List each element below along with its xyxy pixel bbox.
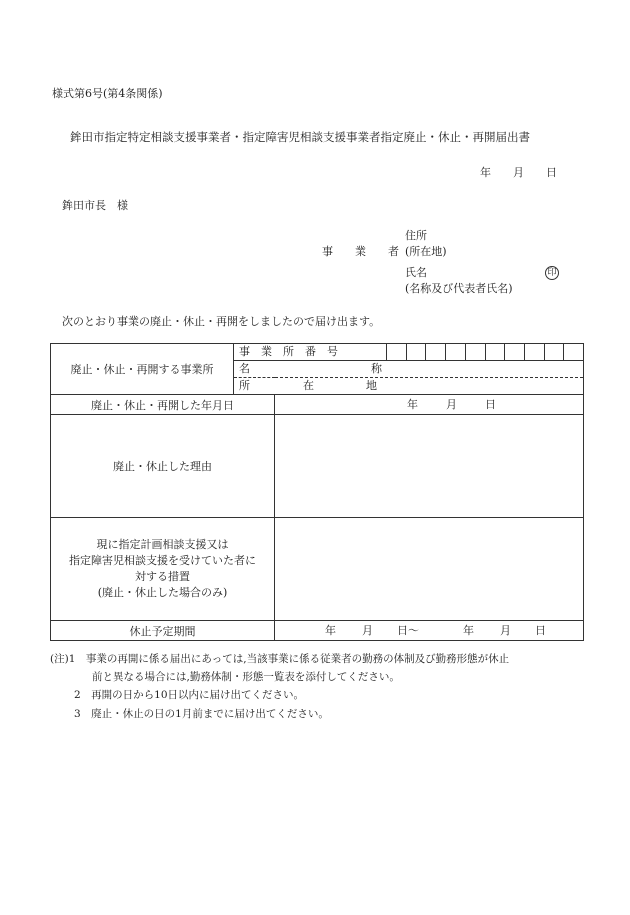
office-number-label: 事 業 所 番 号 [239,345,338,358]
period-end-month: 月 [500,623,511,637]
intro-text: 次のとおり事業の廃止・休止・再開をしましたので届け出ます。 [62,315,381,328]
digit-box[interactable] [386,344,406,360]
office-label: 廃止・休止・再開する事業所 [70,363,214,376]
office-address-label-b: 在 [303,379,314,392]
office-name-cell[interactable] [234,361,584,378]
digit-box[interactable] [524,344,544,360]
date-month: 月 [513,166,524,179]
period-value-cell[interactable] [275,621,584,641]
note-1-line-1: (注)1 事業の再開に係る届出にあっては,当該事業に係る従業者の勤務の体制及び勤務形態が休止 [50,653,510,665]
measures-line-2: 指定障害児相談支援を受けていた者に [69,554,256,567]
date-line [480,167,557,178]
period-start-year: 年 [325,623,336,637]
office-label-cell [51,344,234,395]
office-number-boxes[interactable] [386,344,583,360]
form-title: 鉾田市指定特定相談支援事業者・指定障害児相談支援事業者指定廃止・休止・再開届出書 [70,130,530,144]
digit-box[interactable] [425,344,445,360]
reason-value-cell[interactable] [275,415,584,518]
date-day: 日 [546,166,557,179]
measures-value-cell[interactable] [275,518,584,621]
reason-label: 廃止・休止した理由 [113,460,212,473]
period-end-day: 日 [535,623,546,637]
date-value-cell[interactable] [275,395,584,415]
office-name-label-a: 名 [239,362,250,375]
note-2: 2 再開の日から10日以内に届け出てください。 [74,689,305,701]
office-address-cell[interactable] [234,378,584,395]
digit-box[interactable] [563,344,583,360]
name-label: 氏名 [405,266,427,279]
measures-line-1: 現に指定計画相談支援又は [96,538,229,551]
notification-table [50,343,584,641]
form-number: 様式第6号(第4条関係) [52,87,163,100]
date-label-cell [51,395,275,415]
office-address-label-c: 地 [366,379,377,392]
date-value-month: 月 [446,397,457,411]
period-start-day: 日～ [397,623,419,637]
note-3: 3 廃止・休止の日の1月前までに届け出てください。 [74,708,329,720]
measures-label-cell [51,518,275,621]
digit-box[interactable] [504,344,524,360]
digit-box[interactable] [465,344,485,360]
digit-box[interactable] [485,344,505,360]
office-number-row [234,344,584,361]
office-name-label-b: 称 [371,362,382,375]
name-note: (名称及び代表者氏名) [405,282,513,295]
seal-mark: 印 [545,266,559,280]
date-label: 廃止・休止・再開した年月日 [91,398,234,412]
period-start-month: 月 [362,623,373,637]
measures-line-3: 対する措置 [135,570,190,583]
measures-line-4: (廃止・休止した場合のみ) [97,586,228,599]
period-end-year: 年 [463,623,474,637]
date-value-year: 年 [407,397,418,411]
office-address-label-a: 所 [239,379,250,392]
location-label: (所在地) [405,245,447,258]
period-label: 休止予定期間 [129,624,196,638]
digit-box[interactable] [544,344,564,360]
business-label: 事 業 者 [322,245,399,258]
digit-box[interactable] [445,344,465,360]
date-value-day: 日 [485,397,496,411]
note-1-line-2: 前と異なる場合には,勤務体制・形態一覧表を添付してください。 [92,671,400,683]
digit-box[interactable] [406,344,426,360]
period-label-cell [51,621,275,641]
addressee: 鉾田市長 様 [62,199,128,212]
address-label: 住所 [405,229,427,242]
reason-label-cell [51,415,275,518]
date-year: 年 [480,166,491,179]
